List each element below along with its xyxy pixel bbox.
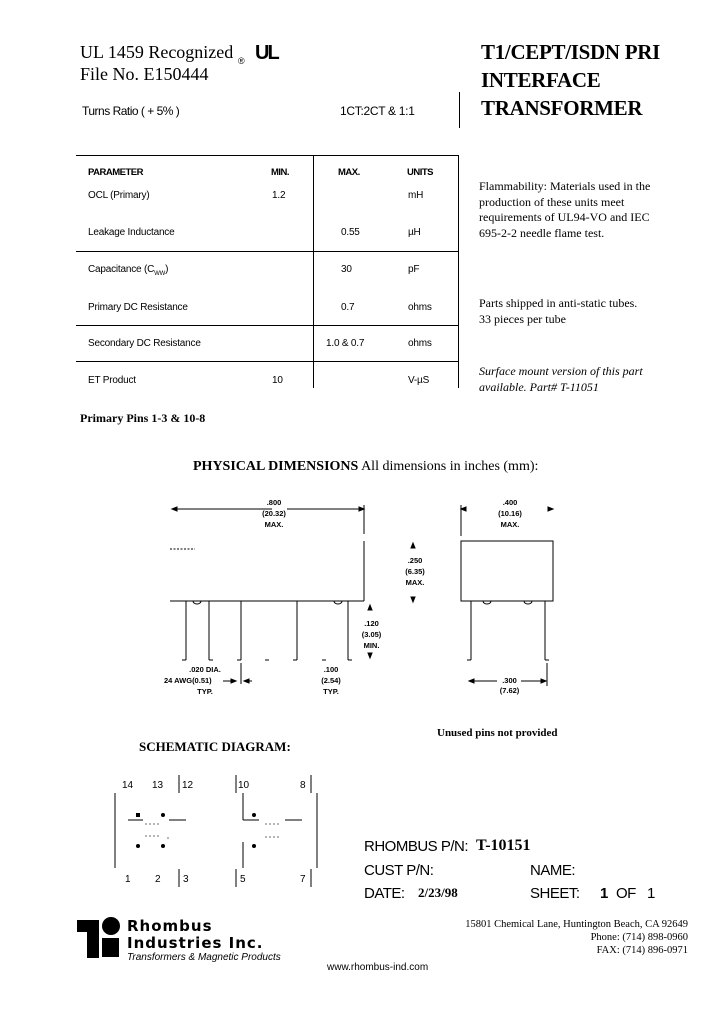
pin-3: 3 — [183, 874, 189, 885]
title-line-1: T1/CEPT/ISDN PRI — [481, 40, 660, 64]
fax-line: FAX: (714) 896-0971 — [596, 945, 688, 956]
row-units: mH — [408, 190, 424, 201]
pin-5: 5 — [240, 874, 246, 885]
pin-7: 7 — [300, 874, 306, 885]
width-dimension: .400 (10.16) MAX. — [498, 498, 522, 529]
sheet-label: SHEET: — [530, 885, 580, 902]
height-dimension: .250 (6.35) MAX. — [405, 556, 425, 587]
row-units: pF — [408, 264, 420, 275]
row-max: 1.0 & 0.7 — [326, 338, 365, 349]
physical-dimensions-subtitle: All dimensions in inches (mm): — [361, 459, 539, 474]
cust-pn-label: CUST P/N: — [364, 862, 434, 879]
title-line-2: INTERFACE — [481, 68, 601, 92]
pin-diameter-in: .020 DIA. — [189, 665, 221, 674]
header-min: MIN. — [271, 167, 290, 178]
unused-pins-note: Unused pins not provided — [437, 727, 558, 739]
turns-ratio-label: Turns Ratio ( + 5% ) — [82, 104, 180, 118]
ul-recognized-text: UL 1459 Recognized — [80, 42, 234, 62]
title-line-3: TRANSFORMER — [481, 96, 643, 120]
date-label: DATE: — [364, 885, 405, 902]
row-parameter: Primary DC Resistance — [88, 302, 188, 313]
physical-dimensions-title: PHYSICAL DIMENSIONS — [193, 459, 359, 474]
pin-13: 13 — [152, 780, 164, 791]
phone-line: Phone: (714) 898-0960 — [590, 932, 688, 943]
turns-ratio-value: 1CT:2CT & 1:1 — [340, 104, 415, 118]
rhombus-logo-icon — [77, 917, 120, 958]
header-max: MAX. — [338, 167, 360, 178]
row-units: V-µS — [408, 375, 430, 386]
primary-pins-note: Primary Pins 1-3 & 10-8 — [80, 411, 206, 425]
rhombus-pn-value: T-10151 — [476, 837, 531, 854]
row-max: 30 — [341, 264, 352, 275]
row-min: 10 — [272, 375, 283, 386]
row-units: µH — [408, 227, 421, 238]
name-label: NAME: — [530, 862, 576, 879]
pin-pitch-in: .100 — [323, 665, 339, 674]
row-parameter: Capacitance $(C_{WW})$ — [88, 264, 169, 277]
surface-mount-note: Surface mount version of this part available. Part# T-11051 — [479, 364, 643, 394]
row-parameter: Secondary DC Resistance — [88, 338, 201, 349]
row-units: ohms — [408, 338, 432, 349]
pin-length-dimension: .120 (3.05) MIN. — [361, 619, 382, 650]
row-max: 0.7 — [341, 302, 355, 313]
website-link[interactable]: www.rhombus-ind.com — [327, 962, 429, 973]
row-parameter: Leakage Inductance — [88, 227, 175, 238]
pin-diameter-qual: TYP. — [197, 687, 213, 696]
ul-logo-icon: UL — [255, 42, 278, 64]
row-spacing-mm: (7.62) — [499, 686, 520, 695]
pin-8: 8 — [300, 780, 306, 791]
pin-10: 10 — [238, 780, 250, 791]
shipping-note: Parts shipped in anti-static tubes. 33 pieces per tube — [479, 296, 638, 326]
pin-1: 1 — [125, 874, 131, 885]
rhombus-pn-label: RHOMBUS P/N: — [364, 838, 469, 855]
sheet-number: 1 — [600, 885, 608, 902]
row-min: 1.2 — [272, 190, 286, 201]
date-value: 2/23/98 — [418, 885, 458, 900]
pin-pitch-mm: (2.54) — [321, 676, 341, 685]
pin-12: 12 — [182, 780, 194, 791]
sheet-of: OF — [616, 885, 636, 902]
ul-file-number: File No. E150444 — [80, 64, 209, 84]
header-units: UNITS — [407, 167, 433, 178]
row-units: ohms — [408, 302, 432, 313]
pin-14: 14 — [122, 780, 134, 791]
address-line: 15801 Chemical Lane, Huntington Beach, CA 92649 — [465, 919, 688, 930]
registered-icon: ® — [238, 56, 245, 66]
header-parameter: PARAMETER — [88, 167, 143, 178]
pin-pitch-qual: TYP. — [323, 687, 339, 696]
row-parameter: ET Product — [88, 375, 136, 386]
schematic-title: SCHEMATIC DIAGRAM: — [139, 739, 291, 754]
company-address — [465, 918, 688, 957]
flammability-note: Flammability: Materials used in the production of these units meet requirements of UL94-VO and IEC 695-2-2 needle flame test. — [479, 179, 651, 240]
pin-2: 2 — [155, 874, 161, 885]
sheet-total: 1 — [647, 885, 655, 902]
row-max: 0.55 — [341, 227, 360, 238]
company-name: Rhombus Industries Inc. — [127, 917, 264, 952]
pin-diameter-mm: 24 AWG(0.51) — [164, 676, 212, 685]
company-tagline: Transformers & Magnetic Products — [127, 952, 281, 963]
length-dimension: .800 (20.32) MAX. — [262, 498, 286, 529]
row-spacing-in: .300 — [502, 676, 517, 685]
row-parameter: OCL (Primary) — [88, 190, 150, 201]
